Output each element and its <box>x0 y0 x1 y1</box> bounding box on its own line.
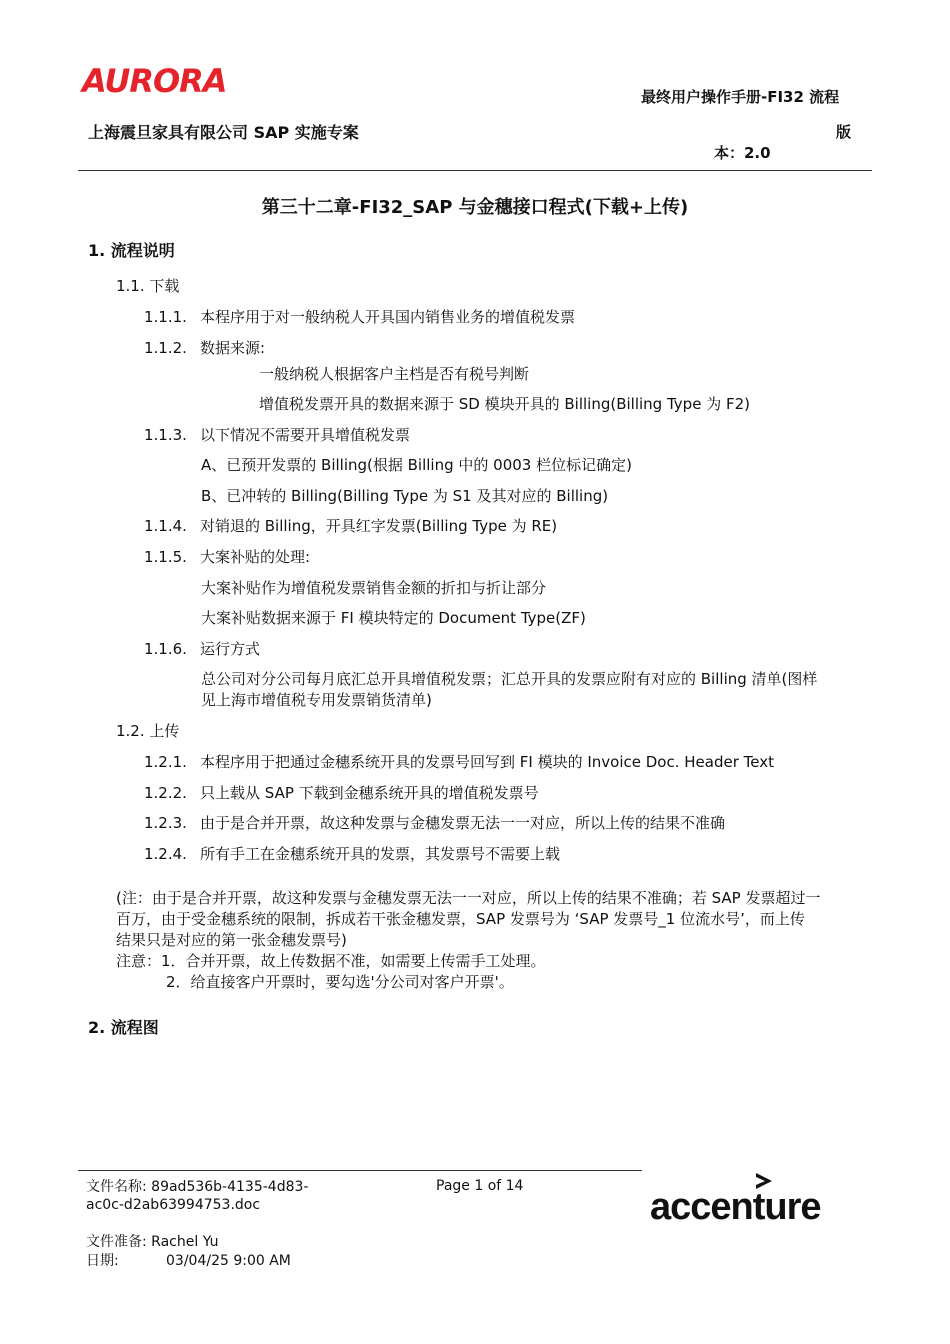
exclusion-line: B、已冲转的 Billing(Billing Type 为 S1 及其对应的 Billing) <box>201 487 609 505</box>
item-text: 由于是合并开票，故这种发票与金穗发票无法一一对应，所以上传的结果不准确 <box>200 814 726 832</box>
exclusion-line: A、已预开发票的 Billing(根据 Billing 中的 0003 栏位标记确定) <box>201 456 632 474</box>
item-number: 1.1.4. <box>144 517 187 535</box>
item-1-1-2 <box>144 338 265 359</box>
section-2-heading: 2. 流程图 <box>88 1018 159 1037</box>
attention-line: 2．给直接客户开票时，要勾选'分公司对客户开票'。 <box>166 973 514 991</box>
run-mode-line: 见上海市增值税专用发票销货清单) <box>201 691 432 709</box>
item-1-2-4 <box>144 844 560 865</box>
item-text: 本程序用于把通过金穗系统开具的发票号回写到 FI 模块的 Invoice Doc. Header Text <box>200 753 774 771</box>
company-name: 上海震旦家具有限公司 SAP 实施专案 <box>88 123 359 142</box>
item-text: 以下情况不需要开具增值税发票 <box>200 426 411 444</box>
note-line: 百万，由于受金穗系统的限制，拆成若干张金穗发票，SAP 发票号为 ‘SAP 发票号_1 位流水号’，而上传 <box>116 910 805 928</box>
aurora-logo: AURORA <box>82 62 227 100</box>
subsection-1-1-heading: 1.1. 下载 <box>116 277 180 295</box>
accenture-wordmark: accenture <box>650 1186 821 1228</box>
manual-title: 最终用户操作手册-FI32 流程 <box>641 88 840 106</box>
item-text: 数据来源: <box>200 339 266 357</box>
item-number: 1.2.1. <box>144 753 187 771</box>
item-1-1-1 <box>144 307 575 328</box>
item-text: 对销退的 Billing，开具红字发票(Billing Type 为 RE) <box>200 517 558 535</box>
filename-line: 文件名称: 89ad536b-4135-4d83- <box>86 1179 309 1195</box>
section-1-heading: 1. 流程说明 <box>88 241 175 260</box>
item-1-2-1 <box>144 752 774 773</box>
page-number: Page 1 of 14 <box>436 1178 524 1194</box>
item-1-1-6 <box>144 639 260 660</box>
item-1-1-5 <box>144 547 310 568</box>
item-1-1-4 <box>144 516 557 537</box>
item-number: 1.1.5. <box>144 548 187 566</box>
item-1-2-2 <box>144 783 539 804</box>
item-number: 1.2.3. <box>144 814 187 832</box>
filename-line: ac0c-d2ab63994753.doc <box>86 1197 261 1213</box>
note-line: 结果只是对应的第一张金穗发票号) <box>116 931 347 949</box>
subsidy-line: 大案补贴作为增值税发票销售金额的折扣与折让部分 <box>201 579 547 597</box>
source-line: 一般纳税人根据客户主档是否有税号判断 <box>259 365 530 383</box>
note-line: (注：由于是合并开票，故这种发票与金穗发票无法一一对应，所以上传的结果不准确；若 SAP 发票超过一 <box>116 889 821 907</box>
item-number: 1.1.3. <box>144 426 187 444</box>
footer-date-label: 日期: <box>86 1253 119 1269</box>
footer-filename <box>86 1178 308 1214</box>
accenture-logo <box>650 1170 840 1236</box>
attention-line: 注意：1．合并开票，故上传数据不准，如需要上传需手工处理。 <box>116 952 546 970</box>
chapter-title: 第三十二章-FI32_SAP 与金穗接口程式(下载+上传) <box>261 197 689 218</box>
item-1-1-3 <box>144 425 410 446</box>
source-line: 增值税发票开具的数据来源于 SD 模块开具的 Billing(Billing Type 为 F2) <box>259 395 750 413</box>
footer-date-value: 03/04/25 9:00 AM <box>166 1253 291 1269</box>
item-number: 1.1.1. <box>144 308 187 326</box>
item-text: 本程序用于对一般纳税人开具国内销售业务的增值税发票 <box>200 308 576 326</box>
item-number: 1.1.2. <box>144 339 187 357</box>
item-1-2-3 <box>144 813 725 834</box>
manual-title-suffix: 版 <box>836 123 852 141</box>
item-text: 大案补贴的处理: <box>200 548 311 566</box>
item-number: 1.1.6. <box>144 640 187 658</box>
item-text: 只上载从 SAP 下载到金穗系统开具的增值税发票号 <box>200 784 539 802</box>
subsidy-line: 大案补贴数据来源于 FI 模块特定的 Document Type(ZF) <box>201 609 586 627</box>
run-mode-line: 总公司对分公司每月底汇总开具增值税发票；汇总开具的发票应附有对应的 Billing 清单(图样 <box>201 670 818 688</box>
item-number: 1.2.2. <box>144 784 187 802</box>
item-text: 运行方式 <box>200 640 261 658</box>
item-number: 1.2.4. <box>144 845 187 863</box>
footer-divider <box>78 1170 642 1171</box>
version-label: 本：2.0 <box>714 144 771 162</box>
item-text: 所有手工在金穗系统开具的发票，其发票号不需要上载 <box>200 845 561 863</box>
subsection-1-2-heading: 1.2. 上传 <box>116 722 180 740</box>
footer-prepared-by: 文件准备: Rachel Yu <box>86 1234 219 1250</box>
header-divider <box>78 170 872 171</box>
